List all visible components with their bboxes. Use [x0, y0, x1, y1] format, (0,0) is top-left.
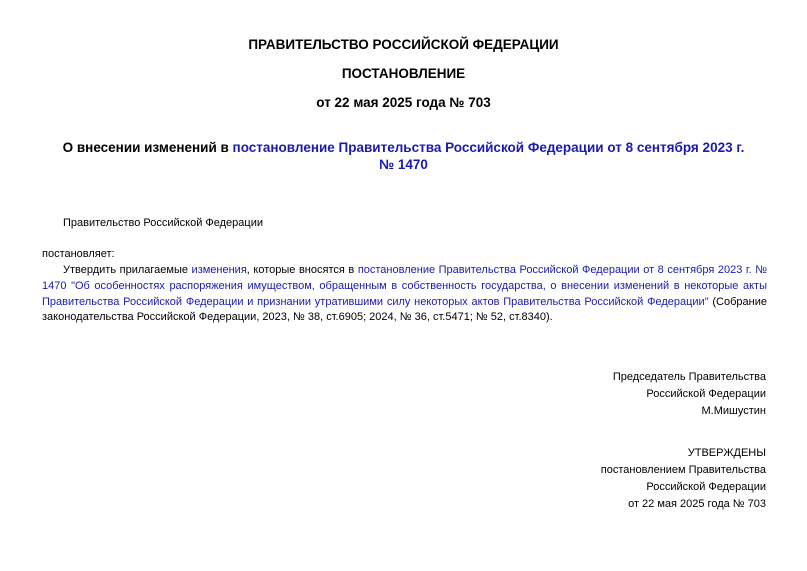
document-date-number: от 22 мая 2025 года № 703: [316, 95, 491, 110]
paragraph-text-start: Утвердить прилагаемые: [63, 264, 192, 276]
approval-line4: от 22 мая 2025 года № 703: [628, 498, 766, 510]
signature-block: [613, 369, 766, 420]
title-decree-link[interactable]: постановление Правительства Российской Федерации от 8 сентября 2023 г. № 1470: [232, 140, 745, 172]
decree-1470-link[interactable]: постановление Правительства Российской Федерации от 8 сентября 2023 г. № 1470 "Об особенностях распоряжения имуществом, обращенным в собственность государства, о внесении изменений в некоторые акты Правительства Российской Федерации и признании утратившими силу некоторых актов Правительства Российской Федерации": [42, 264, 767, 308]
paragraph-text-middle: , которые вносятся в: [246, 264, 358, 276]
document-type-heading: ПОСТАНОВЛЕНИЕ: [341, 66, 466, 81]
approval-line2: постановлением Правительства: [600, 464, 766, 476]
approval-line1: УТВЕРЖДЕНЫ: [687, 447, 766, 459]
subject-line: Правительство Российской Федерации: [63, 217, 263, 229]
main-paragraph: [42, 263, 767, 326]
signature-position-line2: Российской Федерации: [646, 388, 766, 400]
decrees-line: постановляет:: [42, 248, 115, 260]
signature-position-line1: Председатель Правительства: [612, 371, 766, 383]
approval-block: [601, 445, 766, 513]
signature-name: М.Мишустин: [701, 405, 766, 417]
paragraph-text-end: (Собрание законодательства Российской Федерации, 2023, № 38, ст.6905; 2024, № 36, ст.5471; № 52, ст.8340).: [42, 295, 767, 324]
government-heading: ПРАВИТЕЛЬСТВО РОССИЙСКОЙ ФЕДЕРАЦИИ: [248, 37, 559, 52]
approval-line3: Российской Федерации: [646, 481, 766, 493]
title-prefix: О внесении изменений в: [62, 140, 233, 155]
changes-link[interactable]: изменения: [191, 264, 247, 276]
document-title: [55, 139, 752, 173]
